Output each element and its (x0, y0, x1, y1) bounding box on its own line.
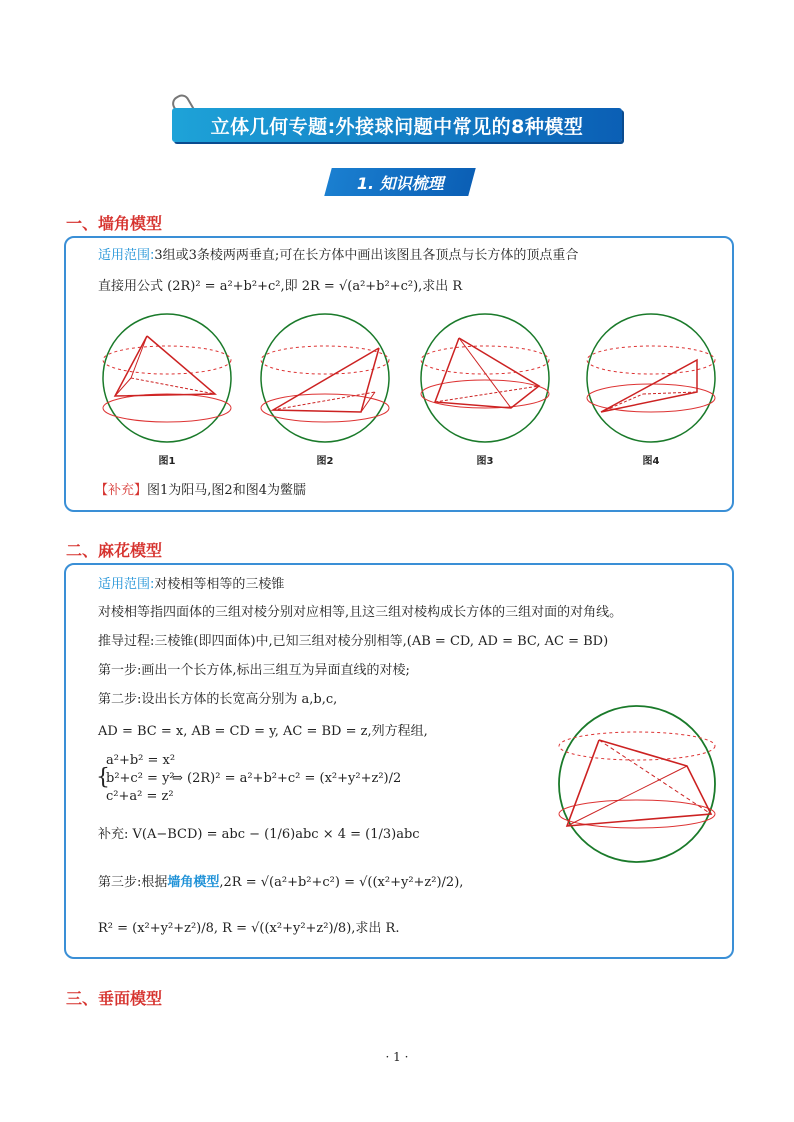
sys-eq-1: a²+b² = x² (106, 753, 176, 768)
figure-2 (261, 314, 389, 442)
s2-final: R² = (x²+y²+z²)/8, R = √((x²+y²+z²)/8),求出 R. (98, 921, 400, 936)
page-number: · 1 · (385, 1050, 409, 1064)
s2-line3: 第一步:画出一个长方体,标出三组互为异面直线的对棱; (98, 663, 410, 678)
caption-3: 图3 (476, 456, 494, 467)
system-brace: { (96, 765, 110, 790)
s1-formula: 直接用公式 (2R)² = a²+b²+c²,即 2R = √(a²+b²+c²),求出 R (98, 279, 463, 294)
s1-scope-text: 3组或3条棱两两垂直;可在长方体中画出该图且各顶点与长方体的顶点重合 (154, 248, 579, 263)
section-badge-label: 1. 知识梳理 (356, 173, 444, 193)
s2-line1: 对棱相等指四面体的三组对棱分别对应相等,且这三组对棱构成长方体的三组对面的对角线。 (98, 605, 623, 620)
figure-3 (421, 314, 549, 442)
sys-eq-2: b²+c² = y² (106, 771, 175, 786)
caption-1: 图1 (158, 456, 176, 467)
s2-supplement: 补充: V(A−BCD) = abc − (1/6)abc × 4 = (1/3)abc (98, 827, 420, 842)
section-3-heading: 三、垂面模型 (66, 989, 163, 1008)
figure-4 (587, 314, 715, 442)
step3-link: 墙角模型 (167, 875, 220, 890)
step3-prefix: 第三步:根据 (98, 875, 168, 890)
caption-4: 图4 (642, 456, 660, 467)
figure-1 (103, 314, 231, 442)
caption-2: 图2 (316, 456, 334, 467)
section-badge (324, 168, 476, 196)
sys-result: ⇒ (2R)² = a²+b²+c² = (x²+y²+z²)/2 (172, 771, 402, 786)
s2-figure (552, 704, 722, 864)
s2-step3 (98, 874, 463, 892)
s2-scope-text: 对棱相等相等的三棱锥 (154, 577, 285, 592)
section-1-heading: 一、墙角模型 (66, 214, 163, 233)
s1-scope-label: 适用范围: (98, 248, 155, 263)
s1-supplement (95, 482, 306, 500)
s2-line5: AD = BC = x, AB = CD = y, AC = BD = z,列方程组, (98, 724, 428, 739)
s2-scope-label: 适用范围: (98, 577, 155, 592)
step3-rest: ,2R = √(a²+b²+c²) = √((x²+y²+z²)/2), (219, 875, 464, 890)
page-title: 立体几何专题:外接球问题中常见的8种模型 (172, 108, 622, 142)
s2-line2: 推导过程:三棱锥(即四面体)中,已知三组对棱分别相等,(AB = CD, AD = BC, AC = BD) (98, 634, 609, 649)
s1-supplement-text: 图1为阳马,图2和图4为鳖臑 (147, 483, 306, 498)
s2-line4: 第二步:设出长方体的长宽高分别为 a,b,c, (98, 692, 338, 707)
sys-eq-3: c²+a² = z² (106, 789, 174, 804)
equation-system (106, 752, 175, 806)
s1-figures (95, 312, 735, 472)
s1-supplement-label: 【补充】 (95, 483, 148, 498)
section-2-heading: 二、麻花模型 (66, 541, 163, 560)
s1-scope (98, 247, 578, 265)
s2-scope (98, 576, 284, 594)
